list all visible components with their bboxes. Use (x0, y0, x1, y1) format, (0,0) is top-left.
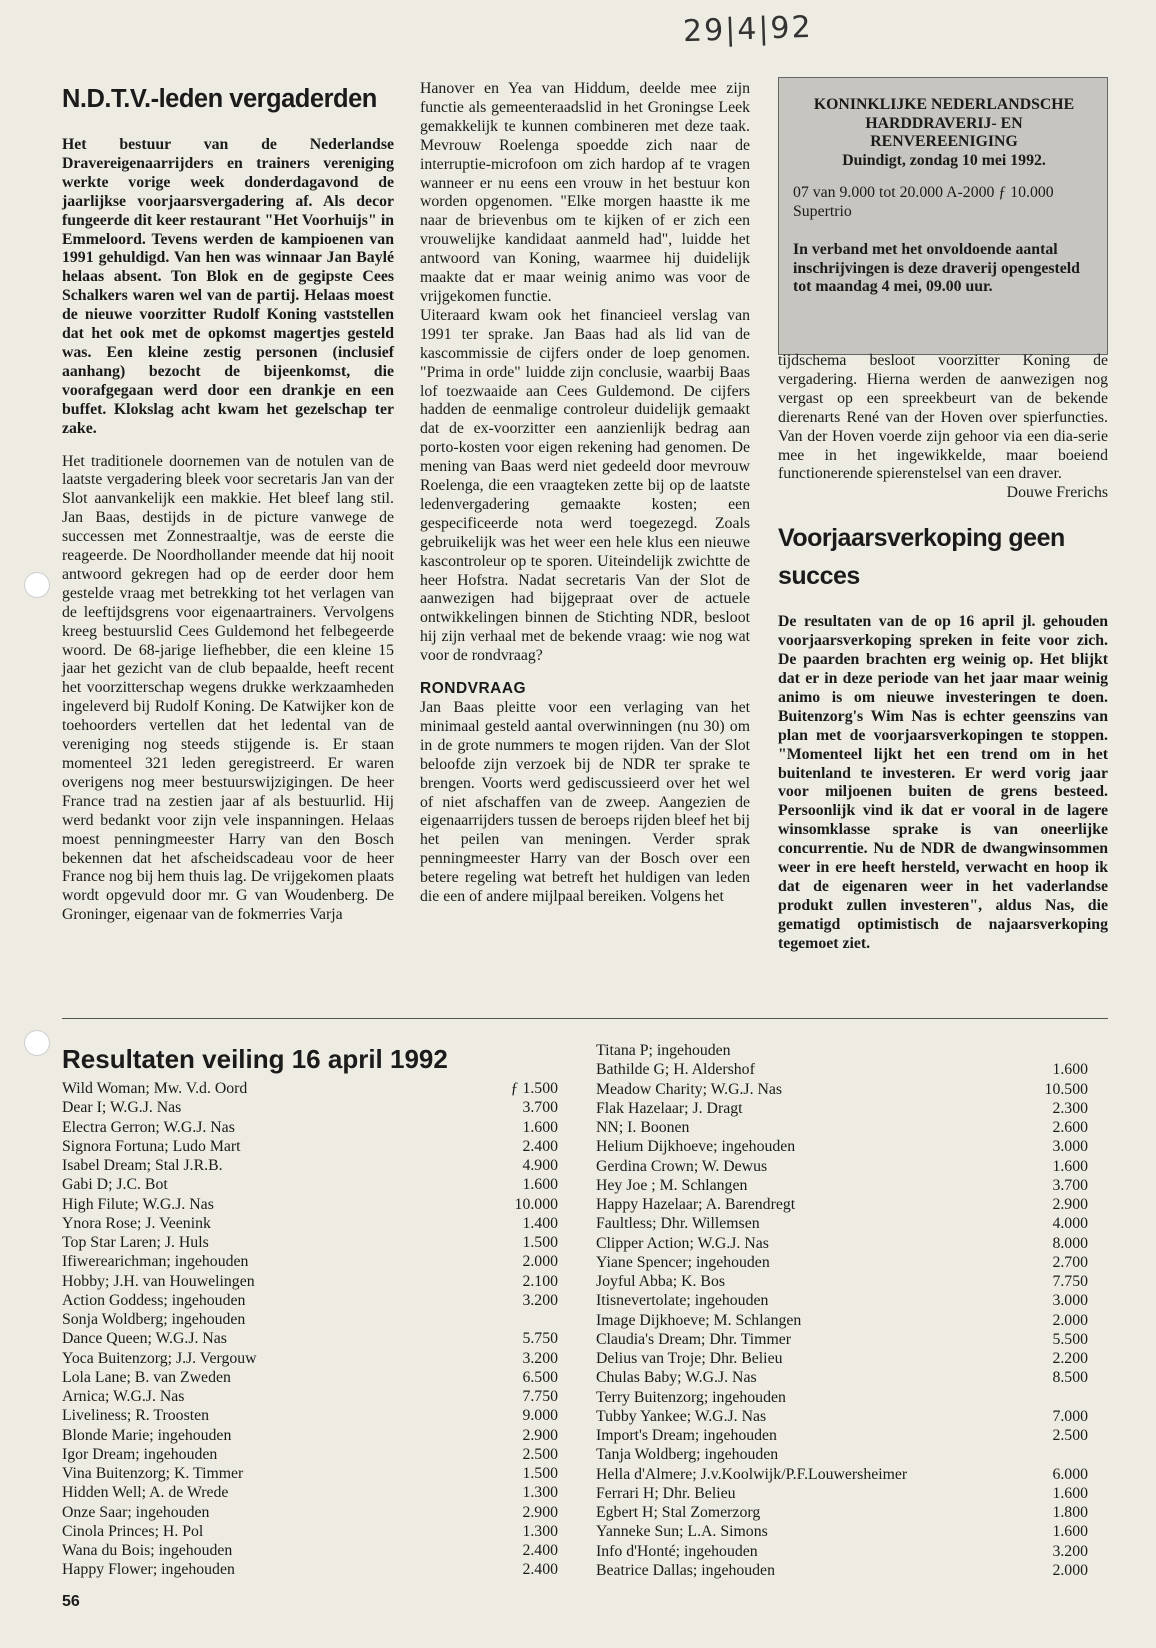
sale-price: 2.200 (1052, 1350, 1088, 1367)
result-row (62, 1368, 558, 1387)
result-row (596, 1426, 1088, 1445)
sale-price: 6.500 (522, 1368, 558, 1386)
horse-buyer: Wild Woman; Mw. V.d. Oord (62, 1080, 248, 1097)
sale-price: 3.200 (1052, 1542, 1088, 1560)
sale-price: 2.600 (1052, 1119, 1088, 1136)
article-paragraph: Hanover en Yea van Hiddum, deelde mee zijn functie als gemeenteraadslid in het Groningse Leek gemakkelijk te kunnen combineren met deze taak. Mevrouw Roelenga spoedde zich naar de interruptie-microfoon om zich hardop af te vragen wanneer er nu eens een vrouw in het bestuur kon worden opgenomen. "Elke morgen haastte ik me naar de brievenbus om te kijken of er zich een vrouwelijke kandidaat aanmeld had", luidde het antwoord van Koning, waarmee hij duidelijk maakte dat er maar weinig animo was voor de vrijgekomen functie. (420, 80, 750, 305)
result-row (596, 1195, 1088, 1214)
result-row (62, 1195, 558, 1214)
horse-buyer: Cinola Princes; H. Pol (62, 1522, 204, 1540)
sale-price: 2.100 (522, 1272, 558, 1290)
result-row (596, 1157, 1088, 1176)
horse-buyer: Sonja Woldberg; ingehouden (62, 1311, 246, 1328)
horse-buyer: Vina Buitenzorg; K. Timmer (62, 1465, 244, 1482)
result-row (596, 1465, 1088, 1484)
result-row (62, 1560, 558, 1579)
horse-buyer: Claudia's Dream; Dhr. Timmer (596, 1330, 792, 1348)
sale-price: 2.000 (1052, 1311, 1088, 1329)
sale-price: 2.000 (522, 1253, 558, 1271)
sale-price: 1.300 (522, 1522, 558, 1540)
result-row (596, 1407, 1088, 1426)
result-row (596, 1368, 1088, 1387)
horse-buyer: Ifiwerearichman; ingehouden (62, 1253, 249, 1271)
horse-buyer: Yanneke Sun; L.A. Simons (596, 1523, 768, 1541)
sale-price: 1.600 (1052, 1484, 1088, 1502)
result-row (596, 1522, 1088, 1541)
horse-buyer: Isabel Dream; Stal J.R.B. (62, 1157, 223, 1174)
horse-buyer: Dear I; W.G.J. Nas (62, 1099, 182, 1117)
horse-buyer: Joyful Abba; K. Bos (596, 1273, 726, 1290)
race-announcement-box (778, 77, 1108, 355)
article-lead: Het bestuur van de Nederlandse Dravereigenaarrijders en trainers vereniging werkte vorige week donderdagavond de jaarlijkse voorjaarsvergadering af. Als decor fungeerde dit keer restaurant "Het Voorhuijs" in Emmeloord. Tevens werden de kampioenen van 1991 gehuldigd. Van hen was winnaar Jan Baylé helaas absent. Ton Blok en de gegipste Cees Schalkers waren wel van de partij. Helaas moest de nieuwe voorzitter Rudolf Koning vaststellen dat het ook met de opkomst magertjes gesteld was. Een kleine zestig personen (inclusief aanhang) bezocht de bijeenkomst, die voorafgegaan werd door een drankje en een buffet. Klokslag acht kwam het gezelschap ter zake. (62, 136, 394, 437)
result-row (596, 1291, 1088, 1310)
result-row (62, 1310, 558, 1329)
result-row (62, 1098, 558, 1117)
result-row (596, 1253, 1088, 1272)
result-row (596, 1080, 1088, 1099)
sale-price: 7.000 (1052, 1407, 1088, 1425)
sale-price: 1.600 (1052, 1157, 1088, 1175)
horse-buyer: Itisnevertolate; ingehouden (596, 1292, 769, 1310)
sale-price: 2.500 (1052, 1427, 1088, 1444)
sale-price: 1.600 (1052, 1061, 1088, 1079)
horse-buyer: Egbert H; Stal Zomerzorg (596, 1504, 761, 1521)
result-row (62, 1272, 558, 1291)
result-row (62, 1464, 558, 1483)
results-title: Resultaten veiling 16 april 1992 (62, 1044, 448, 1074)
box-race-info (793, 184, 1095, 221)
result-row (596, 1388, 1088, 1407)
horse-buyer: NN; I. Boonen (596, 1119, 690, 1136)
article-paragraph: tijdschema besloot voorzitter Koning de vergadering. Hierna werden de aanwezigen nog vergast op een spreekbeurt van de bekende dierenarts René van der Hoven over spierfuncties. Van der Hoven voerde zijn gehoor via een dia-serie mee in het ingewikkelde, maar boeiend functionerende spierenstelsel van een draver. (778, 352, 1108, 483)
horse-buyer: Titana P; ingehouden (596, 1042, 731, 1059)
result-row (596, 1445, 1088, 1464)
result-row (596, 1311, 1088, 1330)
race-line: 07 van 9.000 tot 20.000 A-2000 ƒ 10.000 (793, 184, 1054, 201)
horse-buyer: Faultless; Dhr. Willemsen (596, 1215, 760, 1233)
page-number: 56 (62, 1593, 80, 1610)
article-body: Het traditionele doornemen van de notulen van de laatste vergadering bleek voor secretaris Jan van der Slot aanvankelijk een makkie. Het bleef lang stil. Jan Baas, destijds in de picture vanwege de successen met Zonnestraaltje, was de eerste die reageerde. De Noordhollander meende dat hij nooit antwoord gekregen had op de eerder door hem gestelde vraag met betrekking tot het verlagen van de leeftijdsgrens voor eigenaartrainers. Vervolgens kreeg bestuurslid Cees Guldemond het felbegeerde woord. De 68-jarige liefhebber, die een kleine 15 jaar het gezicht van de club bepaalde, heeft recent het voorzitterschap wegens drukke werkzaamheden ingeleverd bij Rudolf Koning. De Katwijker kon de toehoorders vertellen dat het ledental van de vereniging nog steeds stijgende is. Er staan momenteel 321 leden geregistreerd. Er waren overigens nog meer bestuurswijzigingen. De heer France trad na zestien jaar af als bestuurlid. Hij werd bedankt voor zijn vele inspanningen. Helaas moest penningmeester Harry van den Bosch bekennen dat het afscheidscadeau voor de heer France nog bij hem thuis lag. De vrijgekomen plaats wordt opgevuld door mr. G van Woudenberg. De Groninger, eigenaar van de fokmerries Varja (62, 452, 394, 924)
horse-buyer: Lola Lane; B. van Zweden (62, 1368, 231, 1386)
horse-buyer: Hella d'Almere; J.v.Koolwijk/P.F.Louwersheimer (596, 1465, 908, 1483)
sale-price: 3.200 (522, 1349, 558, 1367)
horse-buyer: Beatrice Dallas; ingehouden (596, 1561, 775, 1579)
result-row (596, 1542, 1088, 1561)
sale-price: 1.500 (522, 1465, 558, 1482)
horse-buyer: High Filute; W.G.J. Nas (62, 1195, 214, 1213)
result-row (62, 1406, 558, 1425)
horse-buyer: Image Dijkhoeve; M. Schlangen (596, 1311, 802, 1329)
section-subhead: RONDVRAAG (420, 680, 527, 698)
horse-buyer: Hey Joe ; M. Schlangen (596, 1176, 748, 1194)
horse-buyer: Wana du Bois; ingehouden (62, 1542, 233, 1559)
result-row (62, 1233, 558, 1252)
result-row (596, 1234, 1088, 1253)
horse-buyer: Blonde Marie; ingehouden (62, 1426, 232, 1444)
sale-price: 4.000 (1052, 1215, 1088, 1233)
result-row (596, 1041, 1088, 1060)
result-row (62, 1426, 558, 1445)
sale-price: 1.600 (1052, 1523, 1088, 1541)
horse-buyer: Clipper Action; W.G.J. Nas (596, 1234, 769, 1252)
handwritten-date: 29|4|92 (682, 9, 814, 50)
sale-price: 2.700 (1052, 1253, 1088, 1271)
result-row (62, 1349, 558, 1368)
horse-buyer: Onze Saar; ingehouden (62, 1503, 210, 1521)
sale-price: 8.000 (1052, 1234, 1088, 1252)
result-row (62, 1483, 558, 1502)
article-headline: Voorjaarsverkoping geen succes (778, 524, 1065, 591)
sale-price: 1.300 (522, 1484, 558, 1502)
box-heading: KONINKLIJKE NEDERLANDSCHE HARDDRAVERIJ- EN RENVEREENIGING (813, 96, 1075, 150)
result-row (62, 1329, 558, 1348)
result-row (62, 1445, 558, 1464)
horse-buyer: Igor Dream; ingehouden (62, 1445, 218, 1463)
result-row (62, 1541, 558, 1560)
result-row (596, 1349, 1088, 1368)
sale-price: 1.800 (1052, 1504, 1088, 1521)
horse-buyer: Meadow Charity; W.G.J. Nas (596, 1080, 783, 1098)
horse-buyer: Ynora Rose; J. Veenink (62, 1214, 211, 1232)
sale-price: 2.500 (522, 1445, 558, 1463)
article-lead: De resultaten van de op 16 april jl. gehouden voorjaarsverkoping spreken in feite voor zich. De paarden brachten erg weinig op. Het blijkt dat er in deze periode van het jaar maar weinig animo is om nieuwe investeringen te doen. Buitenzorg's Wim Nas is echter geenszins van plan met de voorjaarsverkopingen te stoppen. "Momenteel lijkt het een trend om in het buitenland te investeren. Er werd vorig jaar voor miljoenen buiten de grens besteed. Persoonlijk vind ik dat er vooral in de lagere winsomklasse sprake is van oneerlijke concurrentie. Nu de NDR de dwangwinsommen weer in ere heeft hersteld, verwacht en hoop ik dat de eigenaren weer in het vaderlandse produkt zullen investeren", aldus Nas, die gematigd optimistisch de najaarsverkoping tegemoet ziet. (778, 613, 1108, 952)
sale-price: 1.600 (522, 1118, 558, 1136)
sale-price: 5.500 (1052, 1330, 1088, 1348)
sale-price: 2.400 (522, 1137, 558, 1155)
sale-price: 10.000 (514, 1195, 558, 1213)
race-line: Supertrio (793, 202, 852, 220)
sale-price: 7.750 (1052, 1273, 1088, 1290)
author-byline: Douwe Frerichs (1006, 484, 1108, 502)
horse-buyer: Happy Flower; ingehouden (62, 1561, 235, 1579)
result-row (596, 1484, 1088, 1503)
horse-buyer: Liveliness; R. Troosten (62, 1407, 210, 1425)
sale-price: 2.000 (1052, 1561, 1088, 1579)
sale-price: 2.900 (1052, 1196, 1088, 1213)
horse-buyer: Tubby Yankee; W.G.J. Nas (596, 1407, 767, 1425)
sale-price: 1.400 (522, 1214, 558, 1232)
sale-price: ƒ 1.500 (510, 1080, 558, 1097)
horse-buyer: Arnica; W.G.J. Nas (62, 1388, 185, 1405)
results-list-left (62, 1079, 558, 1580)
horse-buyer: Top Star Laren; J. Huls (62, 1234, 209, 1251)
sale-price: 5.750 (522, 1330, 558, 1348)
sale-price: 7.750 (522, 1388, 558, 1405)
result-row (596, 1060, 1088, 1079)
article-paragraph: Uiteraard kwam ook het financieel verslag van 1991 ter sprake. Jan Baas had als lid van de kascommissie de cijfers onder de loep genomen. "Prima in orde" luidde zijn conclusie, waarbij Baas lof toezwaaide aan Cees Guldemond. De cijfers hadden de eenmalige controleur duidelijk gemaakt dat de ex-voorzitter een aanzienlijk bedrag aan porto-kosten voor eigen rekening had genomen. De mening van Baas werd niet gedeeld door mevrouw Roelenga, die een vraagteken zette bij op de laatste ledenvergadering gemaakte kosten; een gespecificeerde nota werd toegezegd. Zoals gebruikelijk was het weer een hele klus een nieuwe kascontroleur op te sporen. Uiteindelijk zwichtte de heer Hofstra. Nadat secretaris Van der Slot de aanwezigen had bijgepraat over de actuele ontwikkelingen binnen de Stichting NDR, besloot hij zijn verhaal met de bekende vraag: wie nog wat voor de rondvraag? (420, 306, 750, 665)
horse-buyer: Signora Fortuna; Ludo Mart (62, 1137, 241, 1155)
sale-price: 3.700 (1052, 1176, 1088, 1194)
horse-buyer: Action Goddess; ingehouden (62, 1291, 246, 1309)
horse-buyer: Bathilde G; H. Aldershof (596, 1061, 755, 1079)
result-row (596, 1561, 1088, 1580)
result-row (62, 1137, 558, 1156)
result-row (62, 1079, 558, 1098)
result-row (596, 1330, 1088, 1349)
horse-buyer: Chulas Baby; W.G.J. Nas (596, 1369, 757, 1387)
horse-buyer: Ferrari H; Dhr. Belieu (596, 1484, 736, 1502)
result-row (62, 1252, 558, 1271)
horse-buyer: Gabi D; J.C. Bot (62, 1176, 168, 1194)
box-notice: In verband met het onvoldoende aantal inschrijvingen is deze draverij opengesteld tot maandag 4 mei, 09.00 uur. (793, 241, 1080, 295)
horse-buyer: Yiane Spencer; ingehouden (596, 1253, 770, 1271)
horse-buyer: Terry Buitenzorg; ingehouden (596, 1388, 786, 1406)
horse-buyer: Flak Hazelaar; J. Dragt (596, 1099, 743, 1117)
result-row (62, 1118, 558, 1137)
article-headline: N.D.T.V.-leden vergaderden (62, 85, 377, 113)
sale-price: 3.200 (522, 1291, 558, 1309)
punch-hole (24, 572, 50, 598)
result-row (596, 1503, 1088, 1522)
horse-buyer: Happy Hazelaar; A. Barendregt (596, 1196, 796, 1213)
box-date: Duindigt, zondag 10 mei 1992. (842, 151, 1046, 169)
result-row (596, 1214, 1088, 1233)
result-row (62, 1387, 558, 1406)
horse-buyer: Info d'Honté; ingehouden (596, 1542, 758, 1560)
article-paragraph: Jan Baas pleitte voor een verlaging van het minimaal gesteld aantal overwinningen (nu 30) om in de grote nummers te mogen rijden. Van der Slot beloofde zijn verzoek bij de NDR ter sprake te brengen. Voorts werd gediscussieerd over het wel of niet afschaffen van de zweep. Aangezien de eigenaarrijders tussen de beroeps rijden bleef het bij het peilen van meningen. Verder sprak penningmeester Harry van der Bosch over een betere regeling wat betreft het huldigen van leden die een of andere mijlpaal bereiken. Volgens het (420, 699, 750, 906)
sale-price: 10.500 (1044, 1080, 1088, 1098)
sale-price: 2.900 (522, 1426, 558, 1444)
horse-buyer: Delius van Troje; Dhr. Belieu (596, 1350, 783, 1367)
horse-buyer: Hobby; J.H. van Houwelingen (62, 1272, 255, 1290)
sale-price: 2.400 (522, 1561, 558, 1579)
horse-buyer: Electra Gerron; W.G.J. Nas (62, 1118, 235, 1136)
result-row (62, 1522, 558, 1541)
punch-hole (24, 1030, 50, 1056)
result-row (596, 1137, 1088, 1156)
result-row (596, 1176, 1088, 1195)
horse-buyer: Dance Queen; W.G.J. Nas (62, 1330, 227, 1348)
sale-price: 3.000 (1052, 1292, 1088, 1310)
sale-price: 9.000 (522, 1407, 558, 1425)
sale-price: 8.500 (1052, 1369, 1088, 1387)
horse-buyer: Yoca Buitenzorg; J.J. Vergouw (62, 1349, 257, 1367)
sale-price: 2.300 (1052, 1099, 1088, 1117)
result-row (596, 1272, 1088, 1291)
horse-buyer: Tanja Woldberg; ingehouden (596, 1446, 779, 1464)
result-row (62, 1214, 558, 1233)
sale-price: 2.900 (522, 1503, 558, 1521)
horse-buyer: Import's Dream; ingehouden (596, 1427, 777, 1444)
horse-buyer: Hidden Well; A. de Wrede (62, 1484, 229, 1502)
result-row (596, 1099, 1088, 1118)
sale-price: 6.000 (1052, 1465, 1088, 1483)
sale-price: 1.600 (522, 1176, 558, 1194)
result-row (62, 1156, 558, 1175)
sale-price: 2.400 (522, 1542, 558, 1559)
article-column-1 (62, 84, 394, 925)
result-row (62, 1175, 558, 1194)
section-divider (62, 1018, 1108, 1019)
horse-buyer: Gerdina Crown; W. Dewus (596, 1157, 768, 1175)
sale-price: 3.700 (522, 1099, 558, 1117)
result-row (62, 1503, 558, 1522)
result-row (62, 1291, 558, 1310)
horse-buyer: Helium Dijkhoeve; ingehouden (596, 1138, 796, 1156)
article-column-3 (778, 352, 1108, 954)
sale-price: 3.000 (1052, 1138, 1088, 1156)
article-column-2 (420, 80, 750, 907)
results-list-right (596, 1041, 1088, 1580)
sale-price: 1.500 (522, 1234, 558, 1251)
sale-price: 4.900 (522, 1157, 558, 1174)
result-row (596, 1118, 1088, 1137)
